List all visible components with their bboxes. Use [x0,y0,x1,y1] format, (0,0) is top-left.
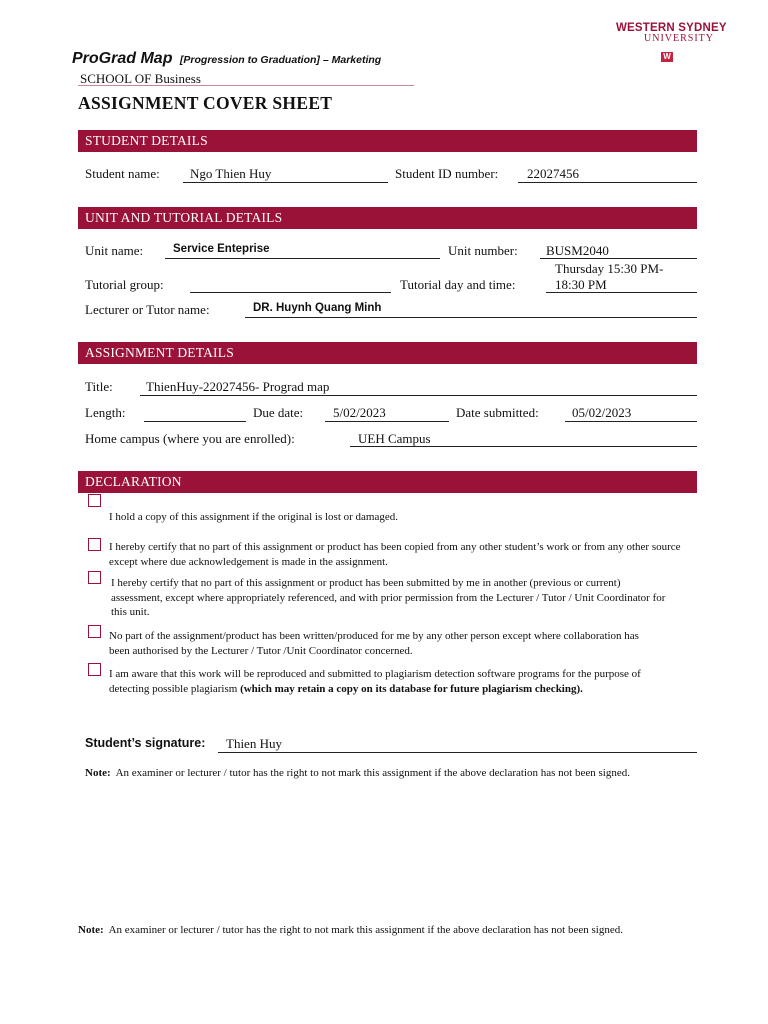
title-value[interactable]: ThienHuy-22027456- Prograd map [146,379,330,394]
prograd-title: ProGrad Map [72,50,173,67]
note-label: Note: [85,767,111,779]
date-submitted-label: Date submitted: [456,405,539,420]
tutorial-day-field[interactable] [546,292,697,293]
student-id-label: Student ID number: [395,166,499,181]
student-name-value[interactable]: Ngo Thien Huy [190,166,272,181]
unit-number-label: Unit number: [448,243,518,258]
signature-field[interactable] [218,752,697,753]
page-title: ASSIGNMENT COVER SHEET [78,93,333,113]
tutorial-group-label: Tutorial group: [85,277,164,292]
declaration-item-5 [109,667,674,696]
length-field[interactable] [144,421,246,422]
signature-value[interactable]: Thien Huy [226,736,282,751]
declaration-item-5-text: I am aware that this work will be reproduced and submitted to plagiarism detection software programs for the purpose of detecting possible plagiarism [109,668,641,695]
university-mark-icon: W [661,52,673,62]
date-submitted-field[interactable] [565,421,697,422]
school-name: SCHOOL OF Business [80,71,201,86]
unit-number-field[interactable] [540,258,697,259]
school-underline [78,85,414,86]
declaration-item-2: I hereby certify that no part of this assignment or product has been copied from any other student’s work or from any other source except where due acknowledgement is made in the assignment. [109,541,681,568]
declaration-note [85,766,690,781]
prograd-subtitle: [Progression to Graduation] – Marketing [179,54,382,66]
declaration-checkbox-1[interactable] [88,494,101,507]
declaration-heading: DECLARATION [78,471,697,493]
prograd-header [72,50,381,68]
home-campus-field[interactable] [350,446,697,447]
due-date-field[interactable] [325,421,449,422]
tutorial-day-value-line1[interactable]: Thursday 15:30 PM- [555,261,664,276]
title-label: Title: [85,379,113,394]
student-details-heading: STUDENT DETAILS [78,130,697,152]
home-campus-value[interactable]: UEH Campus [358,431,431,446]
length-label: Length: [85,405,126,420]
unit-name-value[interactable]: Service Enteprise [173,243,270,255]
university-name: WESTERN SYDNEY [616,22,727,34]
declaration-checkbox-5[interactable] [88,663,101,676]
declaration-checkbox-4[interactable] [88,625,101,638]
lecturer-label: Lecturer or Tutor name: [85,302,210,317]
date-submitted-value[interactable]: 05/02/2023 [572,405,632,420]
title-field[interactable] [140,395,697,396]
unit-name-field[interactable] [165,258,440,259]
student-id-field[interactable] [518,182,697,183]
university-subname: UNIVERSITY [644,33,714,44]
tutorial-day-label: Tutorial day and time: [400,277,516,292]
home-campus-label: Home campus (where you are enrolled): [85,431,295,446]
due-date-label: Due date: [253,405,304,420]
declaration-checkbox-2[interactable] [88,538,101,551]
tutorial-group-field[interactable] [190,292,391,293]
declaration-item-4: No part of the assignment/product has been written/produced for me by any other person except where collaboration has been authorised by the Lecturer / Tutor /Unit Coordinator concerned. [109,630,639,657]
declaration-item-3: I hereby certify that no part of this assignment or product has been submitted by me in another (previous or current) assessment, except where appropriately referenced, and with prior permission from the Lecturer / Tutor / Unit Coordinator for this unit. [111,577,666,618]
unit-number-value[interactable]: BUSM2040 [546,243,609,258]
lecturer-field[interactable] [245,317,697,318]
declaration-item-5-bold: (which may retain a copy on its database for future plagiarism checking). [240,682,583,695]
tutorial-day-value-line2[interactable]: 18:30 PM [555,277,607,292]
due-date-value[interactable]: 5/02/2023 [333,405,386,420]
footer-note-text: An examiner or lecturer / tutor has the right to not mark this assignment if the above declaration has not been signed. [108,924,623,936]
student-name-label: Student name: [85,166,160,181]
student-id-value[interactable]: 22027456 [527,166,579,181]
university-logo [616,22,768,64]
lecturer-value[interactable]: DR. Huynh Quang Minh [253,302,382,314]
signature-label: Student’s signature: [85,736,206,750]
assignment-details-heading: ASSIGNMENT DETAILS [78,342,697,364]
unit-details-heading: UNIT AND TUTORIAL DETAILS [78,207,697,229]
declaration-checkbox-3[interactable] [88,571,101,584]
student-name-field[interactable] [183,182,388,183]
unit-name-label: Unit name: [85,243,144,258]
declaration-item-1: I hold a copy of this assignment if the original is lost or damaged. [109,511,399,523]
note-text: An examiner or lecturer / tutor has the right to not mark this assignment if the above declaration has not been signed. [115,767,630,779]
footer-note [78,923,678,938]
footer-note-label: Note: [78,924,104,936]
